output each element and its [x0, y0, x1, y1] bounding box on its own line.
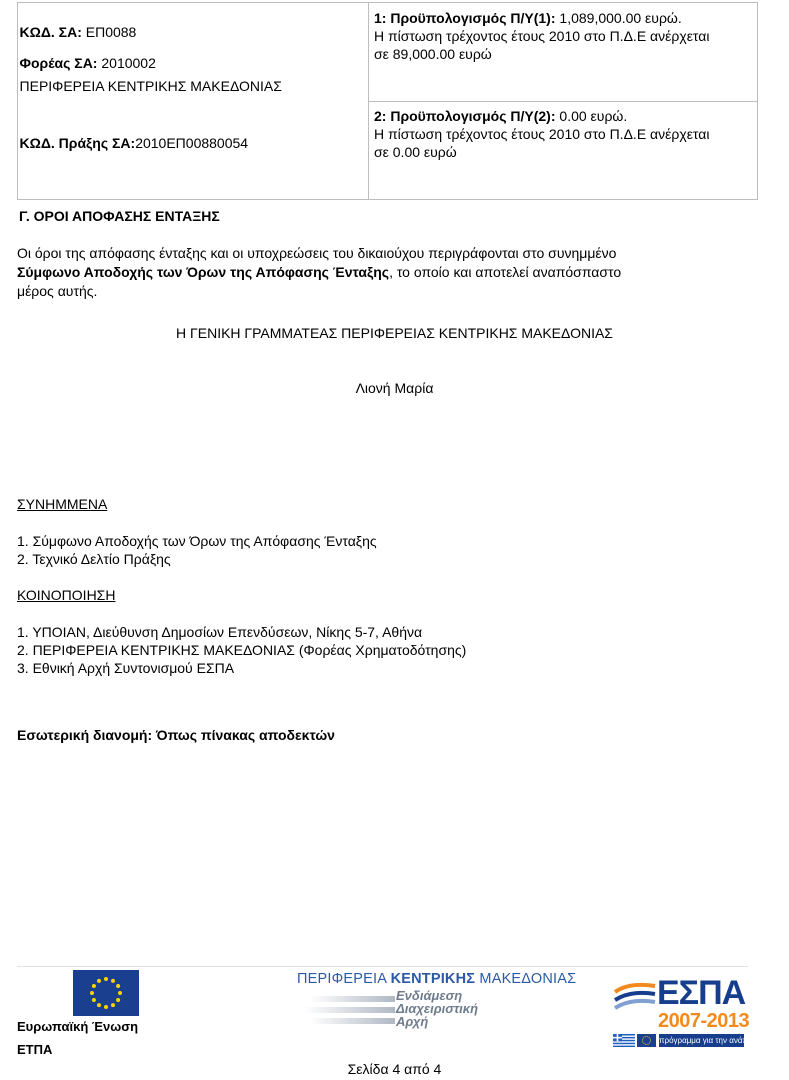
authority-line: Διαχειριστική: [396, 1001, 479, 1016]
list-item: 2. Τεχνικό Δελτίο Πράξης: [17, 551, 171, 567]
region-logo-title: [297, 971, 576, 987]
signatory-name: Λιονή Μαρία: [355, 380, 434, 396]
notification-heading: ΚΟΙΝΟΠΟΙΗΣΗ: [17, 587, 116, 603]
section-g-paragraph: [17, 244, 621, 301]
eu-mini-flag-icon: [637, 1034, 656, 1047]
praxi-row: [20, 134, 249, 152]
kod-sa-row: [20, 23, 137, 41]
region-logo-swoosh-icon: [300, 992, 395, 1028]
espa-wordmark: ΕΣΠΑ: [657, 974, 746, 1012]
espa-tagline: πρόγραμμα για την ανάπτυξη: [659, 1036, 764, 1045]
section-g-line3: μέρος αυτής.: [17, 283, 98, 299]
budget1-credit-line: Η πίστωση τρέχοντος έτους 2010 στο Π.Δ.Ε ανέρχεται: [374, 28, 710, 44]
region-prefix: ΠΕΡΙΦΕΡΕΙΑ: [297, 971, 391, 987]
budget2-label: 2: Προϋπολογισμός Π/Υ(2):: [374, 108, 556, 124]
section-g-line2-rest: , το οποίο και αποτελεί αναπόσπαστο: [389, 264, 622, 280]
list-item: 3. Εθνική Αρχή Συντονισμού ΕΣΠΑ: [17, 660, 235, 676]
budget2-credit-line: Η πίστωση τρέχοντος έτους 2010 στο Π.Δ.Ε ανέρχεται: [374, 126, 710, 142]
section-g-line1: Οι όροι της απόφασης ένταξης και οι υποχρεώσεις του δικαιούχου περιγράφονται στο συνημμένο: [17, 245, 617, 261]
eu-flag-icon: [73, 970, 139, 1016]
budget2-cell: [369, 102, 758, 200]
budget2-row: [374, 107, 757, 125]
page-number: Σελίδα 4 από 4: [347, 1061, 442, 1077]
budget2-value: 0.00 ευρώ.: [559, 108, 628, 124]
praxi-value: 2010ΕΠ00880054: [135, 134, 249, 151]
attachments-heading: ΣΥΝΗΜΜΕΝΑ: [17, 496, 108, 512]
acceptance-agreement-title: Σύμφωνο Αποδοχής των Όρων της Απόφασης Ένταξης: [17, 264, 390, 280]
budget1-row: [374, 9, 757, 27]
espa-years: 2007-2013: [658, 1010, 750, 1032]
notification-list: [17, 623, 466, 677]
list-item: 2. ΠΕΡΙΦΕΡΕΙΑ ΚΕΝΤΡΙΚΗΣ ΜΑΚΕΔΟΝΙΑΣ (Φορέας Χρηματοδότησης): [17, 642, 467, 658]
attachments-list: [17, 532, 377, 568]
signatory-title: Η ΓΕΝΙΚΗ ΓΡΑΜΜΑΤΕΑΣ ΠΕΡΙΦΕΡΕΙΑΣ ΚΕΝΤΡΙΚΗΣ ΜΑΚΕΔΟΝΙΑΣ: [176, 325, 613, 341]
region-suffix: ΜΑΚΕΔΟΝΙΑΣ: [475, 971, 577, 987]
foreas-value: 2010002: [101, 54, 156, 71]
foreas-label: Φορέας ΣΑ:: [19, 54, 98, 71]
kod-sa-label: ΚΩΔ. ΣΑ:: [19, 23, 82, 40]
budget1-value: 1,089,000.00 ευρώ.: [559, 10, 682, 26]
info-left-cell: [18, 3, 369, 200]
authority-line: Ενδιάμεση: [396, 988, 463, 1003]
list-item: 1. ΥΠΟΙΑΝ, Διεύθυνση Δημοσίων Επενδύσεων, Νίκης 5-7, Αθήνα: [17, 624, 423, 640]
foreas-name: ΠΕΡΙΦΕΡΕΙΑ ΚΕΝΤΡΙΚΗΣ ΜΑΚΕΔΟΝΙΑΣ: [19, 77, 282, 94]
budget2-amount-line: σε 0.00 ευρώ: [374, 144, 457, 160]
list-item: 1. Σύμφωνο Αποδοχής των Όρων της Απόφασης Ένταξης: [17, 533, 377, 549]
erdf-label: ΕΤΠΑ: [17, 1042, 53, 1057]
region-bold: ΚΕΝΤΡΙΚΗΣ: [390, 971, 476, 987]
info-table: [17, 2, 758, 200]
footer-divider: [17, 966, 748, 967]
foreas-row: [20, 54, 156, 72]
espa-waves-icon: [613, 980, 657, 1016]
kod-sa-value: ΕΠ0088: [85, 23, 137, 40]
section-g-heading: Γ. ΟΡΟΙ ΑΠΟΦΑΣΗΣ ΕΝΤΑΞΗΣ: [19, 208, 220, 224]
authority-line: Αρχή: [396, 1014, 429, 1029]
budget1-amount-line: σε 89,000.00 ευρώ: [374, 46, 492, 62]
budget1-label: 1: Προϋπολογισμός Π/Υ(1):: [374, 10, 556, 26]
praxi-label: ΚΩΔ. Πράξης ΣΑ:: [19, 134, 136, 151]
greek-flag-icon: [613, 1034, 635, 1047]
internal-distribution: Εσωτερική διανομή: Όπως πίνακας αποδεκτών: [17, 727, 335, 743]
eu-label: Ευρωπαϊκή Ένωση: [17, 1019, 139, 1034]
managing-authority-label: [396, 989, 478, 1028]
budget1-cell: [369, 3, 758, 102]
